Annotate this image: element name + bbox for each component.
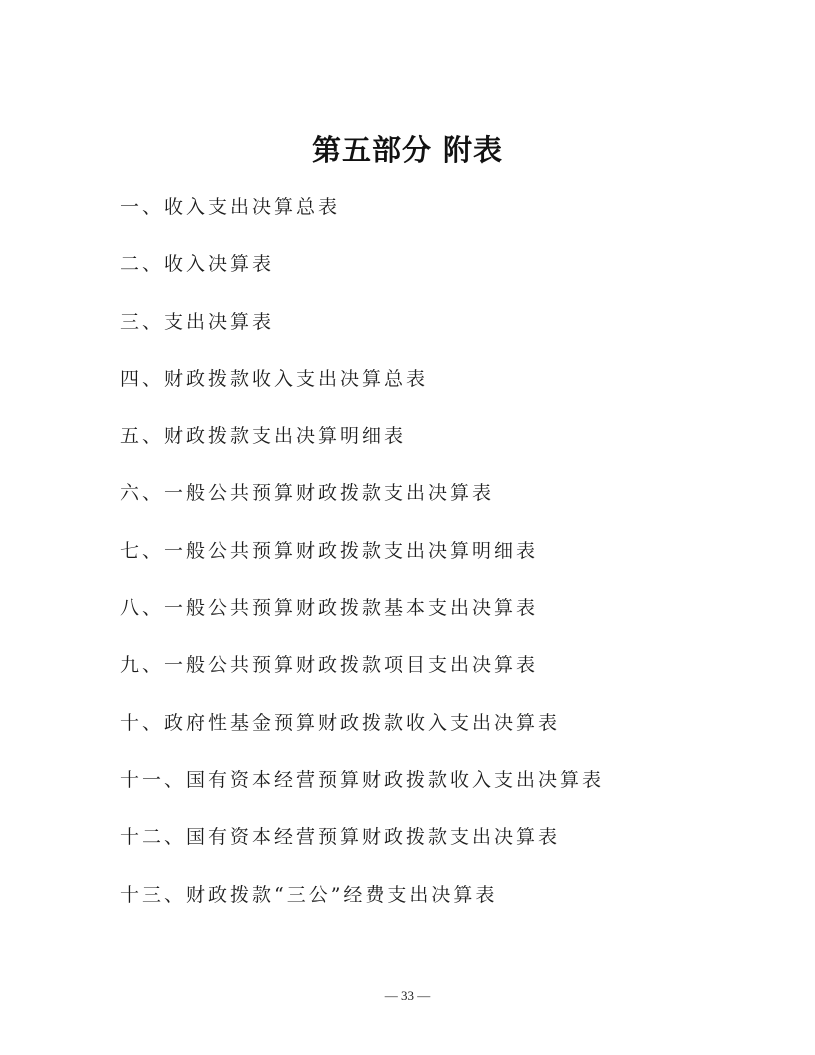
list-item: 五、财政拨款支出决算明细表	[120, 425, 407, 448]
list-item: 一、收入支出决算总表	[120, 196, 341, 218]
page-number: — 33 —	[384, 988, 431, 1003]
page-title: 第五部分 附表	[311, 133, 504, 167]
list-item: 六、一般公共预算财政拨款支出决算表	[120, 482, 495, 505]
list-item: 七、一般公共预算财政拨款支出决算明细表	[120, 539, 539, 562]
list-item: 九、一般公共预算财政拨款项目支出决算表	[120, 654, 539, 677]
list-item: 三、支出决算表	[120, 310, 275, 333]
list-item: 十二、国有资本经营预算财政拨款支出决算表	[120, 826, 561, 849]
list-item: 二、收入决算表	[120, 253, 275, 276]
list-item: 十三、财政拨款“三公”经费支出决算表	[120, 883, 498, 906]
list-item: 十一、国有资本经营预算财政拨款收入支出决算表	[120, 768, 605, 791]
list-item: 八、一般公共预算财政拨款基本支出决算表	[120, 597, 539, 620]
appendix-table-list	[120, 192, 604, 937]
list-item: 四、财政拨款收入支出决算总表	[120, 367, 429, 390]
list-item: 十、政府性基金预算财政拨款收入支出决算表	[120, 711, 561, 734]
